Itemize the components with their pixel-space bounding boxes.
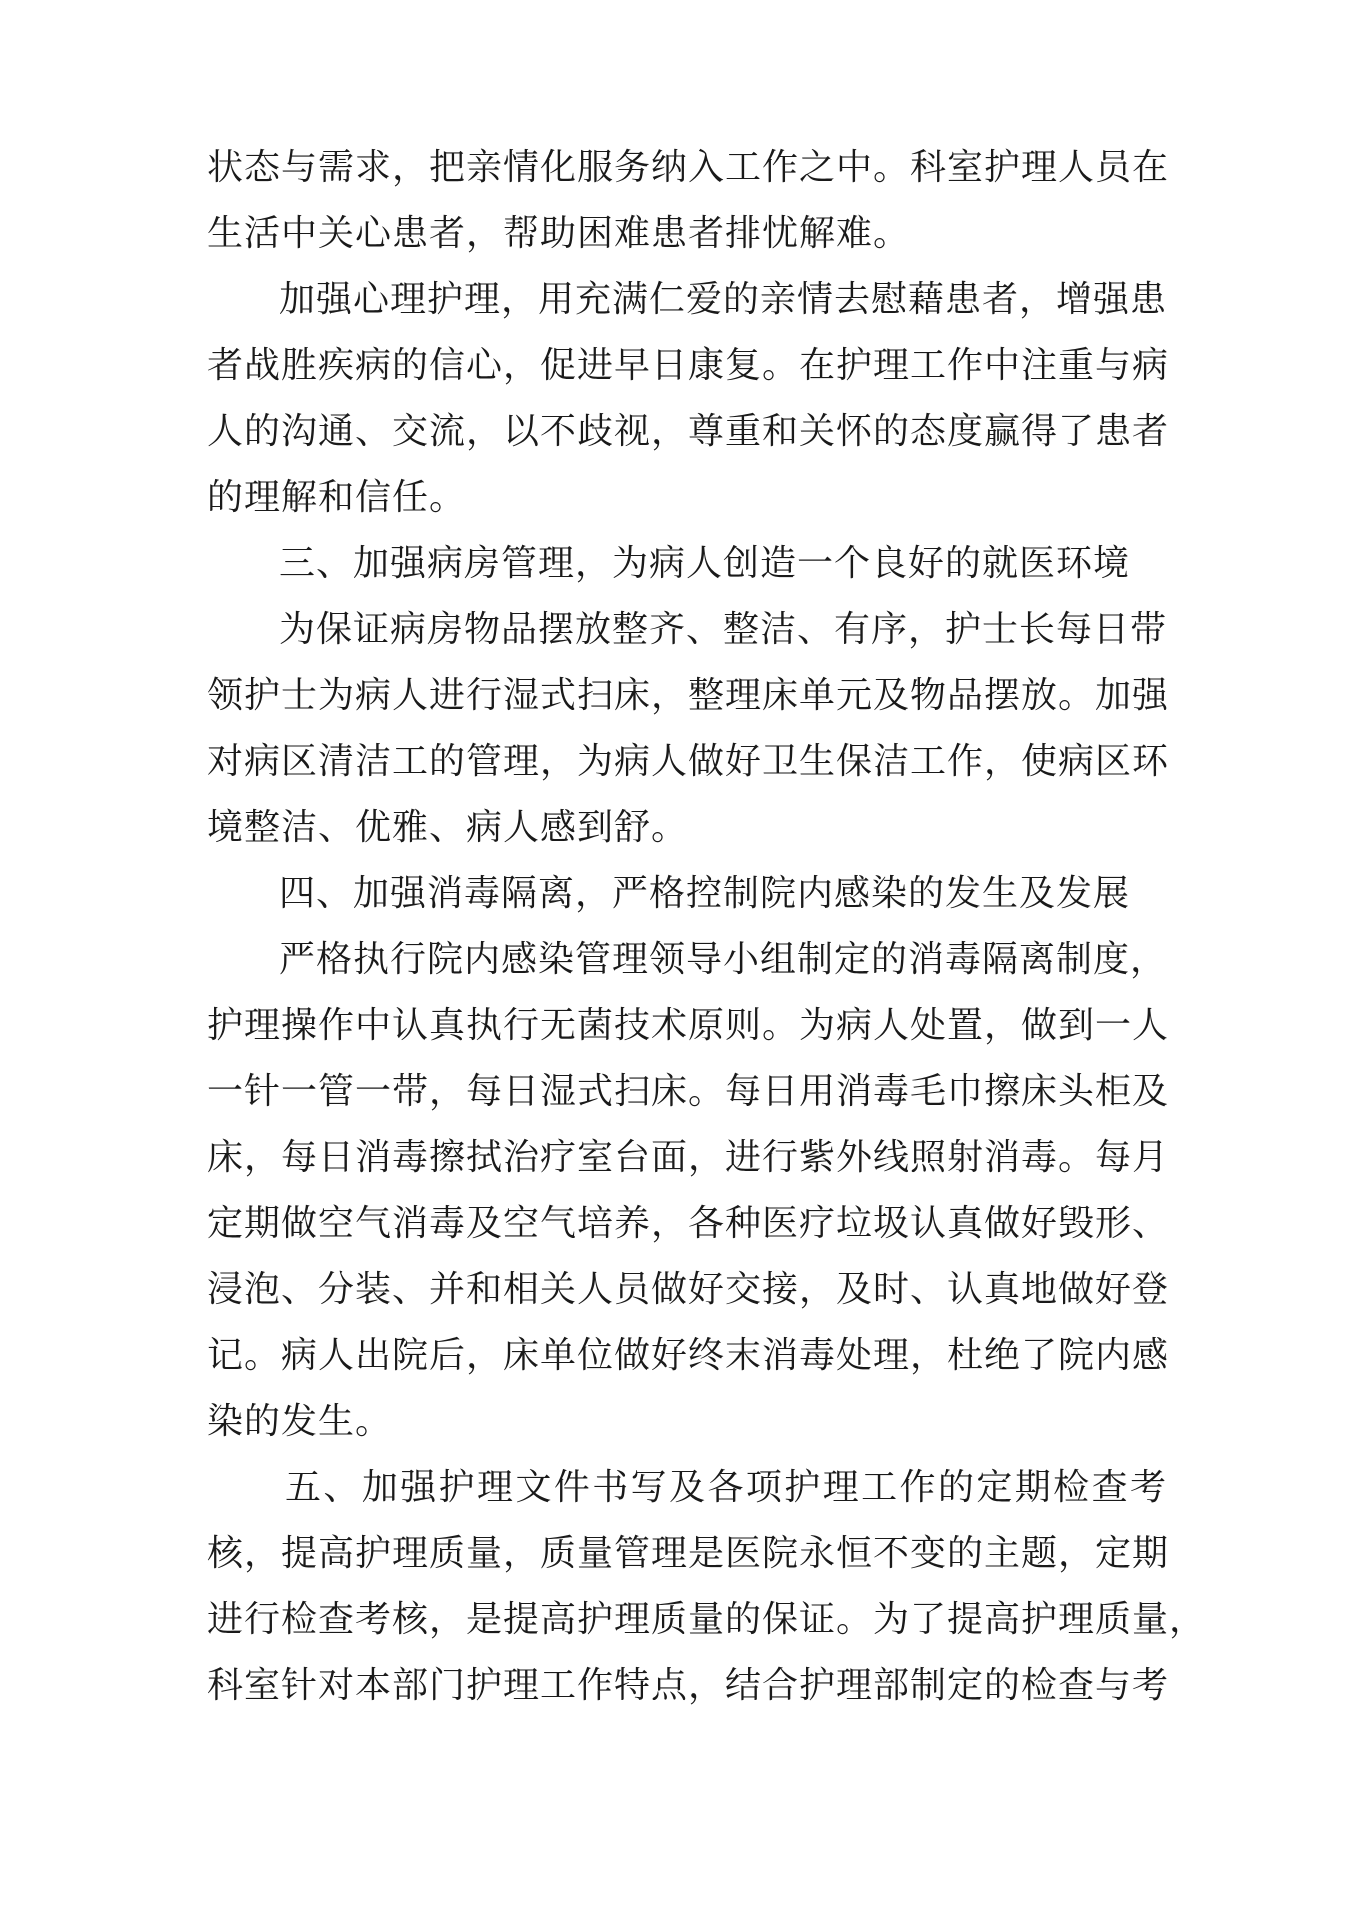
- paragraph-4-line-5: 定期做空气消毒及空气培养，各种医疗垃圾认真做好毁形、: [207, 1203, 1170, 1244]
- paragraph-1-line-2: 生活中关心患者，帮助困难患者排忧解难。: [207, 213, 911, 254]
- document-body: [207, 135, 1207, 1719]
- section-5-line-2: 核，提高护理质量，质量管理是医院永恒不变的主题，定期: [207, 1533, 1170, 1574]
- paragraph-4-line-8: 染的发生。: [207, 1401, 393, 1442]
- paragraph-2-line-3: 人的沟通、交流，以不歧视，尊重和关怀的态度赢得了患者: [207, 411, 1170, 452]
- section-heading-3: 三、加强病房管理，为病人创造一个良好的就医环境: [279, 543, 1131, 584]
- paragraph-3-line-2: 领护士为病人进行湿式扫床，整理床单元及物品摆放。加强: [207, 675, 1170, 716]
- paragraph-4-line-1: 严格执行院内感染管理领导小组制定的消毒隔离制度，: [279, 939, 1168, 980]
- paragraph-1-line-1: 状态与需求，把亲情化服务纳入工作之中。科室护理人员在: [207, 147, 1170, 188]
- paragraph-4-line-3: 一针一管一带，每日湿式扫床。每日用消毒毛巾擦床头柜及: [207, 1071, 1170, 1112]
- paragraph-2-line-1: 加强心理护理，用充满仁爱的亲情去慰藉患者，增强患: [279, 279, 1168, 320]
- section-heading-5-line-1: 五、加强护理文件书写及各项护理工作的定期检查考: [285, 1467, 1167, 1508]
- paragraph-3-line-4: 境整洁、优雅、病人感到舒。: [207, 807, 689, 848]
- section-5-line-4: 科室针对本部门护理工作特点，结合护理部制定的检查与考: [207, 1665, 1170, 1706]
- section-5-line-3: 进行检查考核，是提高护理质量的保证。为了提高护理质量，: [207, 1599, 1207, 1640]
- paragraph-3-line-3: 对病区清洁工的管理，为病人做好卫生保洁工作，使病区环: [207, 741, 1170, 782]
- paragraph-2-line-2: 者战胜疾病的信心，促进早日康复。在护理工作中注重与病: [207, 345, 1170, 386]
- paragraph-4-line-6: 浸泡、分装、并和相关人员做好交接，及时、认真地做好登: [207, 1269, 1170, 1310]
- paragraph-4-line-4: 床，每日消毒擦拭治疗室台面，进行紫外线照射消毒。每月: [207, 1137, 1170, 1178]
- paragraph-4-line-2: 护理操作中认真执行无菌技术原则。为病人处置，做到一人: [207, 1005, 1170, 1046]
- section-heading-4: 四、加强消毒隔离，严格控制院内感染的发生及发展: [279, 873, 1131, 914]
- paragraph-2-line-4: 的理解和信任。: [207, 477, 467, 518]
- paragraph-4-line-7: 记。病人出院后，床单位做好终末消毒处理，杜绝了院内感: [207, 1335, 1170, 1376]
- paragraph-3-line-1: 为保证病房物品摆放整齐、整洁、有序，护士长每日带: [279, 609, 1168, 650]
